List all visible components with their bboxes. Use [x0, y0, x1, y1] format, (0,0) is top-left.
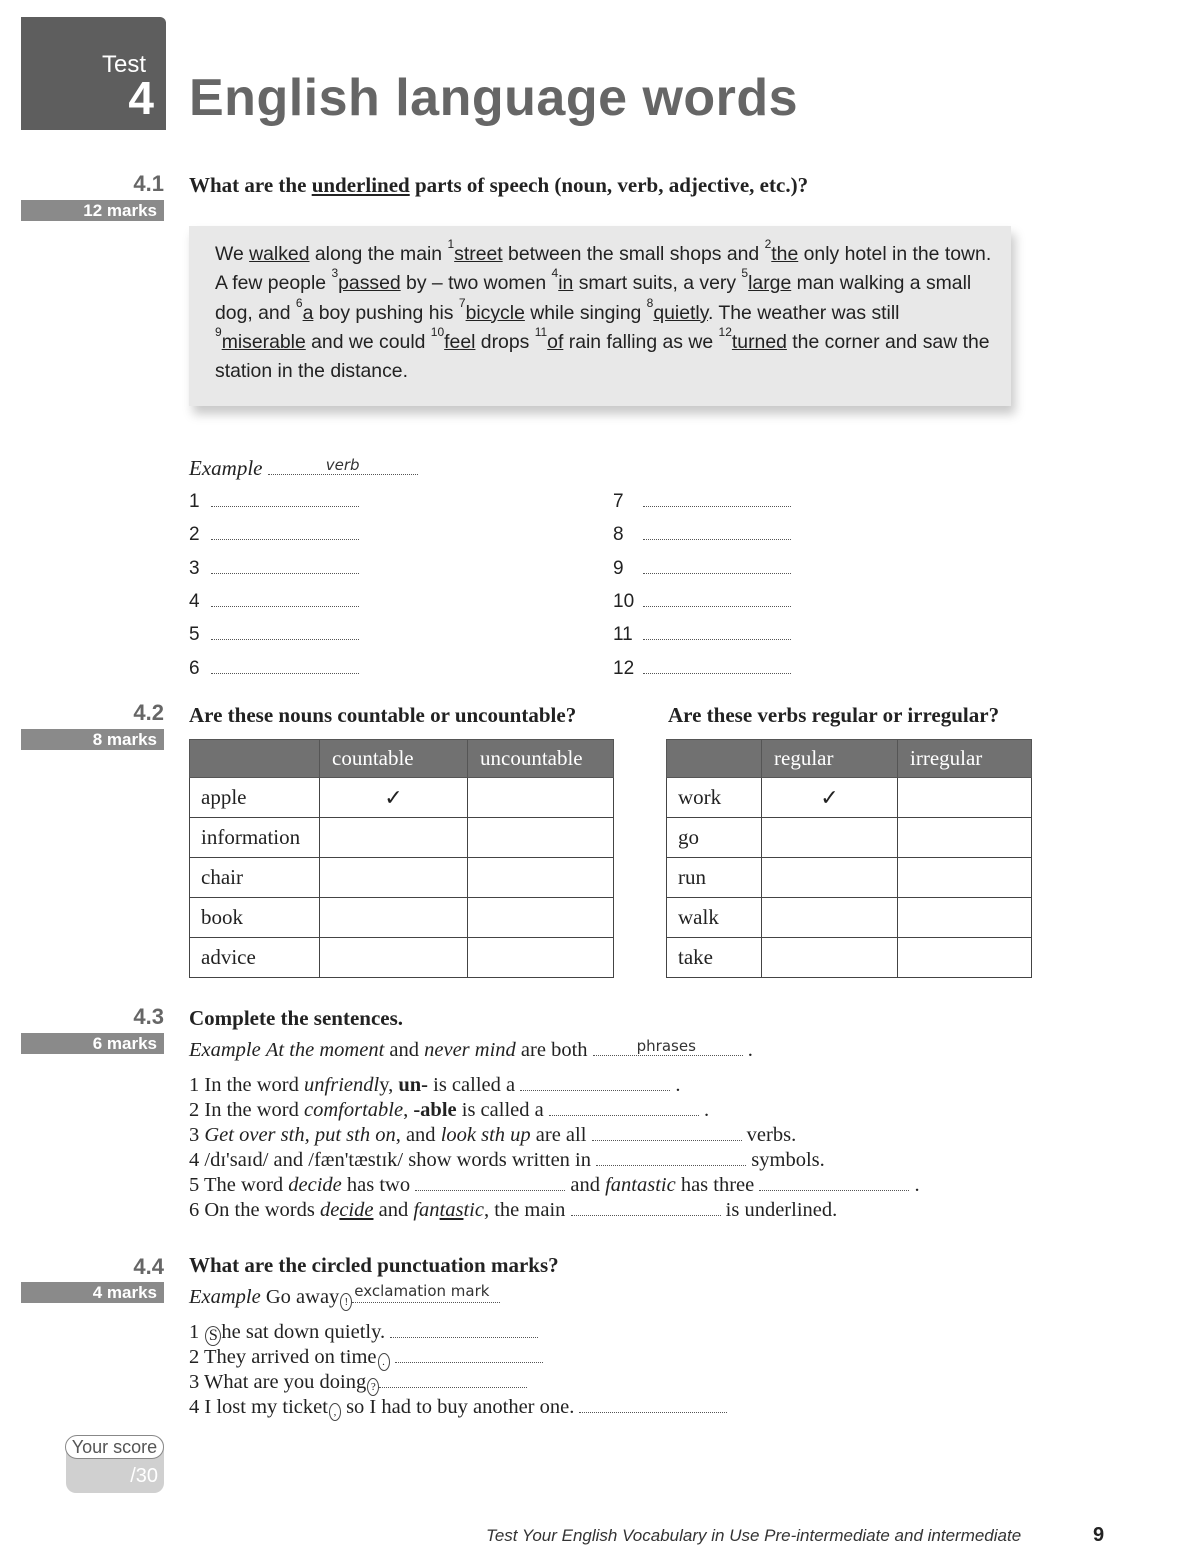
answer-line[interactable]: [211, 557, 359, 574]
item-number: 9: [613, 558, 624, 579]
answer-line[interactable]: verb: [268, 458, 418, 475]
check-cell-1[interactable]: [762, 818, 898, 858]
answer-row: [613, 657, 791, 680]
marks-badge: 8 marks: [21, 729, 164, 750]
sentence-2: 2 In the word comfortable, -able is called a .: [189, 1099, 710, 1121]
table-row: [667, 858, 1032, 898]
item-number: 1: [189, 491, 200, 512]
test-badge: [21, 17, 166, 130]
answer-line[interactable]: exclamation mark: [352, 1286, 500, 1303]
test-number: 4: [128, 72, 154, 124]
answer-line[interactable]: [592, 1124, 742, 1141]
answer-row: [189, 557, 359, 580]
question-text: Are these nouns countable or uncountable?: [189, 703, 577, 727]
section-number: 4.1: [133, 171, 164, 196]
check-cell-2[interactable]: [898, 938, 1032, 978]
question-text: Complete the sentences.: [189, 1006, 404, 1030]
word-cell: walk: [667, 898, 762, 938]
example-row: Example verb: [189, 456, 418, 481]
answer-line[interactable]: [211, 590, 359, 607]
answer-row: [613, 623, 791, 646]
sentence-4: 4 I lost my ticket , so I had to buy another one.: [189, 1396, 727, 1421]
word-cell: run: [667, 858, 762, 898]
check-cell-1[interactable]: [320, 818, 468, 858]
answer-line[interactable]: [643, 557, 791, 574]
question-text: Are these verbs regular or irregular?: [668, 703, 1000, 727]
header-cell: regular: [762, 740, 898, 778]
table-row: [667, 938, 1032, 978]
item-number: 7: [613, 491, 624, 512]
table-row: [190, 858, 614, 898]
score-label: Your score: [65, 1435, 164, 1459]
answer-line[interactable]: [571, 1199, 721, 1216]
table-row: [667, 778, 1032, 818]
section-number: 4.4: [133, 1254, 164, 1279]
check-cell-1[interactable]: [762, 858, 898, 898]
header-cell: irregular: [898, 740, 1032, 778]
check-cell-2[interactable]: [898, 778, 1032, 818]
circled-mark: ?: [367, 1378, 379, 1396]
sentence-1: 1 In the word unfriendly, un- is called a .: [189, 1074, 681, 1096]
check-cell-2[interactable]: [468, 778, 614, 818]
marks-badge: 12 marks: [21, 200, 164, 221]
answer-line[interactable]: [211, 523, 359, 540]
word-cell: chair: [190, 858, 320, 898]
section-number: 4.2: [133, 700, 164, 725]
check-cell-2[interactable]: [898, 818, 1032, 858]
check-cell-1[interactable]: [762, 938, 898, 978]
table-row: [667, 818, 1032, 858]
answer-line[interactable]: [643, 623, 791, 640]
sentence-1: 1 S he sat down quietly.: [189, 1321, 538, 1346]
check-cell-1[interactable]: [320, 898, 468, 938]
countable-table: [189, 739, 614, 978]
check-cell-1[interactable]: [320, 858, 468, 898]
check-cell-2[interactable]: [468, 938, 614, 978]
item-number: 5: [189, 624, 200, 645]
marks-badge: 4 marks: [21, 1282, 164, 1303]
header-cell: uncountable: [468, 740, 614, 778]
item-number: 11: [613, 624, 633, 645]
answer-line[interactable]: [211, 490, 359, 507]
answer-row: [189, 657, 359, 680]
item-number: 2: [189, 524, 200, 545]
book-title: Test Your English Vocabulary in Use Pre-intermediate and intermediate: [486, 1526, 1022, 1545]
check-cell-2[interactable]: [468, 858, 614, 898]
answer-row: [613, 590, 791, 613]
section-number: 4.3: [133, 1004, 164, 1029]
item-number: 10: [613, 591, 635, 612]
check-cell-1[interactable]: ✓: [320, 778, 468, 818]
score-value: /30: [130, 1465, 158, 1487]
check-cell-2[interactable]: [898, 898, 1032, 938]
word-cell: go: [667, 818, 762, 858]
answer-line[interactable]: [211, 623, 359, 640]
marks-badge: 6 marks: [21, 1033, 164, 1054]
answer-line[interactable]: [520, 1074, 670, 1091]
answer-line[interactable]: [415, 1174, 565, 1191]
answer-line[interactable]: [643, 490, 791, 507]
answer-line[interactable]: phrases: [593, 1039, 743, 1056]
table-row: [190, 818, 614, 858]
circled-mark: !: [340, 1293, 352, 1311]
table-row: [667, 898, 1032, 938]
example-sentence: Example Go away ! exclamation mark: [189, 1286, 500, 1311]
circled-mark: .: [378, 1353, 390, 1371]
item-number: 3: [189, 558, 200, 579]
answer-line[interactable]: [579, 1396, 727, 1413]
check-cell-2[interactable]: [468, 898, 614, 938]
table-row: [190, 898, 614, 938]
table-row: [190, 778, 614, 818]
item-number: 8: [613, 524, 624, 545]
item-number: 6: [189, 658, 200, 679]
check-cell-1[interactable]: ✓: [762, 778, 898, 818]
sentence-3: 3 What are you doing ?: [189, 1371, 527, 1396]
page-number: 9: [1093, 1524, 1105, 1546]
question-text: What are the underlined parts of speech (noun, verb, adjective, etc.)?: [189, 173, 809, 197]
answer-line[interactable]: [596, 1149, 746, 1166]
answer-line[interactable]: [211, 657, 359, 674]
check-cell-2[interactable]: [468, 818, 614, 858]
sentence-4: 4 /dɪ'saɪd/ and /fæn'tæstɪk/ show words written in symbols.: [189, 1149, 825, 1171]
answer-line[interactable]: [395, 1346, 543, 1363]
check-cell-1[interactable]: [762, 898, 898, 938]
answer-line[interactable]: [390, 1321, 538, 1338]
answer-row: [613, 557, 791, 580]
answer-row: [189, 623, 359, 646]
answer-line[interactable]: [759, 1174, 909, 1191]
answer-row: [189, 590, 359, 613]
page-title: English language words: [189, 69, 799, 127]
answer-line[interactable]: [379, 1371, 527, 1388]
header-cell: countable: [320, 740, 468, 778]
sentence-3: 3 Get over sth, put sth on, and look sth up are all verbs.: [189, 1124, 797, 1146]
example-sentence: Example At the moment and never mind are both phrases .: [189, 1037, 753, 1061]
table-row: [190, 938, 614, 978]
answer-line[interactable]: [643, 657, 791, 674]
sentence-5: 5 The word decide has two and fantastic has three .: [189, 1174, 920, 1196]
word-cell: apple: [190, 778, 320, 818]
circled-mark: S: [205, 1326, 221, 1346]
question-text: What are the circled punctuation marks?: [189, 1253, 559, 1277]
sentence-2: 2 They arrived on time .: [189, 1346, 543, 1371]
answer-line[interactable]: [643, 523, 791, 540]
header-cell: [667, 740, 762, 778]
word-cell: information: [190, 818, 320, 858]
answer-row: [613, 523, 791, 546]
answer-row: [189, 490, 359, 513]
circled-mark: ,: [329, 1403, 341, 1421]
check-cell-1[interactable]: [320, 938, 468, 978]
sentence-6: 6 On the words decide and fantastic, the main is underlined.: [189, 1199, 838, 1221]
word-cell: book: [190, 898, 320, 938]
answer-row: [189, 523, 359, 546]
word-cell: work: [667, 778, 762, 818]
passage-text: We walked along the main $^1$street between the small shops and $^2$the only hotel in the town. A few people $^3$passed by – two women $^4$in smart suits, a very $^5$large man walking a small dog, and $^6$a boy pushing his $^7$bicycle while singing $^8$quietly. The weather was still $^9$miserable and we could $^{10}$feel drops $^{11}$of rain falling as we $^{12}$turned the corner and saw the station in the distance.: [215, 237, 992, 383]
item-number: 12: [613, 658, 635, 679]
word-cell: take: [667, 938, 762, 978]
regular-table: [666, 739, 1032, 978]
answer-line[interactable]: [549, 1099, 699, 1116]
word-cell: advice: [190, 938, 320, 978]
test-label: Test: [101, 51, 146, 78]
answer-line[interactable]: [643, 590, 791, 607]
item-number: 4: [189, 591, 200, 612]
answer-row: [613, 490, 791, 513]
header-cell: [190, 740, 320, 778]
check-cell-2[interactable]: [898, 858, 1032, 898]
